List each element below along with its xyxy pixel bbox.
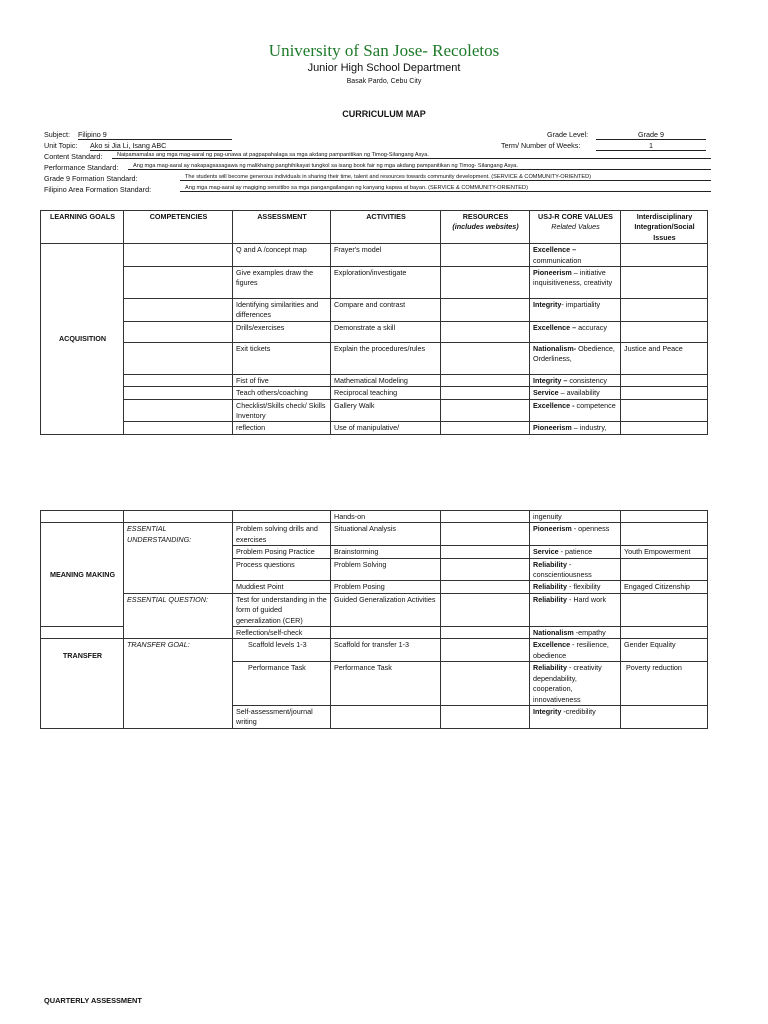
assessment-cell [233, 511, 331, 523]
grade-level-label: Grade Level: [547, 130, 589, 139]
core-value-cell: Excellence - resilience, obedience [530, 639, 621, 662]
competency-cell [124, 244, 233, 267]
interdisciplinary-cell: Poverty reduction [621, 662, 708, 706]
interdisciplinary-cell [621, 627, 708, 639]
content-standard-label: Content Standard: [44, 152, 103, 161]
activity-cell: Brainstorming [331, 546, 441, 558]
core-value-cell: Service – availability [530, 387, 621, 399]
table-row [41, 593, 708, 626]
activity-cell: Guided Generalization Activities [331, 593, 441, 626]
resources-subtitle: (includes websites) [452, 222, 519, 232]
core-value-cell: Excellence - competence [530, 399, 621, 422]
term-value: 1 [596, 141, 706, 151]
core-value-cell: Integrity -credibility [530, 705, 621, 728]
resource-cell [441, 299, 530, 322]
resource-cell [441, 705, 530, 728]
interdisciplinary-cell [621, 321, 708, 342]
department-name: Junior High School Department [307, 62, 461, 74]
interdisciplinary-cell [621, 244, 708, 267]
resource-cell [441, 399, 530, 422]
resource-cell [441, 558, 530, 581]
table-row [41, 399, 708, 422]
core-value-cell: Reliability - Hard work [530, 593, 621, 626]
curriculum-table-meaning-transfer [40, 510, 708, 729]
goal-acquisition: ACQUISITION [41, 244, 124, 435]
table-row [41, 639, 708, 662]
competency-cell [124, 511, 233, 523]
activity-cell: Performance Task [331, 662, 441, 706]
core-value-cell: Pioneerism - openness [530, 523, 621, 546]
header-activities: ACTIVITIES [331, 211, 441, 244]
core-value-cell: Integrity – consistency [530, 374, 621, 386]
activity-cell: Problem Solving [331, 558, 441, 581]
activity-cell: Gallery Walk [331, 399, 441, 422]
interdisciplinary-cell: Justice and Peace [621, 342, 708, 374]
competency-cell [124, 321, 233, 342]
competency-cell [124, 342, 233, 374]
activity-cell: Scaffold for transfer 1-3 [331, 639, 441, 662]
core-value-cell: Excellence – communication [530, 244, 621, 267]
performance-standard-value: Ang mga mag-aaral ay nakapagsasagawa ng malikhaing panghihikayat tungkol sa isang book fair ng mga akdang pampanitikan ng Timog- Silangang Asya. [128, 163, 711, 170]
assessment-cell: Problem Posing Practice [233, 546, 331, 558]
resource-cell [441, 244, 530, 267]
unit-topic-value: Ako si Jia Li, Isang ABC [90, 141, 232, 151]
table-row [41, 523, 708, 546]
core-value-cell: Nationalism -empathy [530, 627, 621, 639]
goal-cell [41, 627, 124, 639]
assessment-cell: reflection [233, 422, 331, 434]
formation-standard-value: The students will become generous individuals in sharing their time, talent and resources towards community development. (SERVICE & COMMUNITY-ORIENTED) [180, 174, 711, 181]
competency-transfer-goal: TRANSFER GOAL: [124, 639, 233, 728]
assessment-cell: Exit tickets [233, 342, 331, 374]
resource-cell [441, 321, 530, 342]
filipino-formation-value: Ang mga mag-aaral ay magiging sensitibo sa mga pangangailangan ng kanyang kapwa at bayan. (SERVICE & COMMUNITY-ORIENTED) [180, 185, 711, 192]
activity-cell: Situational Analysis [331, 523, 441, 546]
assessment-cell: Teach others/coaching [233, 387, 331, 399]
table-row [41, 299, 708, 322]
resource-cell [441, 523, 530, 546]
table-row [41, 267, 708, 299]
filipino-formation-label: Filipino Area Formation Standard: [44, 185, 152, 194]
grade-level-value: Grade 9 [596, 130, 706, 140]
address: Basak Pardo, Cebu City [346, 78, 422, 85]
resource-cell [441, 342, 530, 374]
interdisciplinary-cell: Gender Equality [621, 639, 708, 662]
activity-cell: Mathematical Modeling [331, 374, 441, 386]
resources-title: RESOURCES [462, 212, 509, 221]
assessment-cell: Give examples draw the figures [233, 267, 331, 299]
resource-cell [441, 662, 530, 706]
competency-cell [124, 422, 233, 434]
activity-cell: Demonstrate a skill [331, 321, 441, 342]
resource-cell [441, 593, 530, 626]
table-row [41, 511, 708, 523]
interdisciplinary-cell [621, 299, 708, 322]
header-core-values [530, 211, 621, 244]
assessment-cell: Muddiest Point [233, 581, 331, 593]
term-label: Term/ Number of Weeks: [501, 141, 581, 150]
quarterly-assessment-heading: QUARTERLY ASSESSMENT [44, 996, 142, 1005]
document-title: CURRICULUM MAP [342, 109, 426, 119]
header-assessment: ASSESSMENT [233, 211, 331, 244]
assessment-cell: Scaffold levels 1-3 [233, 639, 331, 662]
interdisciplinary-cell [621, 523, 708, 546]
competency-essential-understanding: ESSENTIAL UNDERSTANDING: [124, 523, 233, 593]
interdisciplinary-cell [621, 267, 708, 299]
table-row [41, 342, 708, 374]
curriculum-table-acquisition [40, 210, 708, 435]
assessment-cell: Drills/exercises [233, 321, 331, 342]
activity-cell: Problem Posing [331, 581, 441, 593]
interdisciplinary-cell [621, 558, 708, 581]
subject-label: Subject: [44, 130, 70, 139]
header-competencies: COMPETENCIES [124, 211, 233, 244]
assessment-cell: Reflection/self-check [233, 627, 331, 639]
table-row [41, 387, 708, 399]
activity-cell [331, 705, 441, 728]
core-value-cell: Reliability - creativity dependability, cooperation, innovativeness [530, 662, 621, 706]
activity-cell: Frayer's model [331, 244, 441, 267]
table-row [41, 422, 708, 434]
assessment-cell: Checklist/Skills check/ Skills Inventory [233, 399, 331, 422]
goal-meaning-making: MEANING MAKING [41, 523, 124, 627]
subject-value: Filipino 9 [78, 130, 232, 140]
interdisciplinary-cell [621, 705, 708, 728]
core-value-cell: Nationalism- Obedience, Orderliness, [530, 342, 621, 374]
competency-cell [124, 374, 233, 386]
resource-cell [441, 374, 530, 386]
core-value-cell: ingenuity [530, 511, 621, 523]
resource-cell [441, 639, 530, 662]
core-value-cell: Reliability - flexibility [530, 581, 621, 593]
header-row [41, 211, 708, 244]
interdisciplinary-cell [621, 387, 708, 399]
assessment-cell: Problem solving drills and exercises [233, 523, 331, 546]
competency-cell [124, 387, 233, 399]
resource-cell [441, 267, 530, 299]
assessment-cell: Performance Task [233, 662, 331, 706]
core-values-subtitle: Related Values [551, 222, 600, 232]
interdisciplinary-cell [621, 511, 708, 523]
competency-cell [124, 267, 233, 299]
unit-topic-label: Unit Topic: [44, 141, 78, 150]
core-values-title: USJ-R CORE VALUES [538, 212, 613, 221]
core-value-cell: Excellence – accuracy [530, 321, 621, 342]
resource-cell [441, 387, 530, 399]
competency-cell [124, 399, 233, 422]
resource-cell [441, 581, 530, 593]
resource-cell [441, 422, 530, 434]
core-value-cell: Integrity- impartiality [530, 299, 621, 322]
assessment-cell: Identifying similarities and differences [233, 299, 331, 322]
assessment-cell: Test for understanding in the form of guided generalization (CER) [233, 593, 331, 626]
performance-standard-label: Performance Standard: [44, 163, 119, 172]
competency-cell [124, 299, 233, 322]
core-value-cell: Reliability - conscientiousness [530, 558, 621, 581]
competency-essential-question: ESSENTIAL QUESTION: [124, 593, 233, 639]
activity-cell: Reciprocal teaching [331, 387, 441, 399]
activity-cell: Compare and contrast [331, 299, 441, 322]
assessment-cell: Q and A /concept map [233, 244, 331, 267]
core-value-cell: Service - patience [530, 546, 621, 558]
interdisciplinary-cell [621, 399, 708, 422]
assessment-cell: Process questions [233, 558, 331, 581]
resource-cell [441, 627, 530, 639]
interdisciplinary-cell: Youth Empowerment [621, 546, 708, 558]
table-row [41, 374, 708, 386]
activity-cell: Use of manipulative/ [331, 422, 441, 434]
content-standard-value: Naipamamalas ang mga mag-aaral ng pag-unawa at pagpapahalaga sa mga akdang pampanitikan ng Timog-Silangang Asya. [112, 152, 711, 159]
interdisciplinary-cell [621, 374, 708, 386]
goal-transfer: TRANSFER [41, 639, 124, 728]
resource-cell [441, 511, 530, 523]
resource-cell [441, 546, 530, 558]
formation-standard-label: Grade 9 Formation Standard: [44, 174, 138, 183]
activity-cell: Hands-on [331, 511, 441, 523]
header-resources [441, 211, 530, 244]
assessment-cell: Self-assessment/journal writing [233, 705, 331, 728]
core-value-cell: Pioneerism – initiative inquisitiveness, creativity [530, 267, 621, 299]
university-name: University of San Jose- Recoletos [268, 41, 500, 60]
header-learning-goals: LEARNING GOALS [41, 211, 124, 244]
activity-cell: Exploration/investigate [331, 267, 441, 299]
table-row [41, 244, 708, 267]
assessment-cell: Fist of five [233, 374, 331, 386]
interdisciplinary-cell [621, 593, 708, 626]
interdisciplinary-cell [621, 422, 708, 434]
interdisciplinary-cell: Engaged Citizenship [621, 581, 708, 593]
activity-cell: Explain the procedures/rules [331, 342, 441, 374]
goal-cell [41, 511, 124, 523]
core-value-cell: Pioneerism – industry, [530, 422, 621, 434]
header-interdisciplinary: Interdisciplinary Integration/Social Issues [621, 211, 708, 244]
table-row [41, 321, 708, 342]
activity-cell [331, 627, 441, 639]
